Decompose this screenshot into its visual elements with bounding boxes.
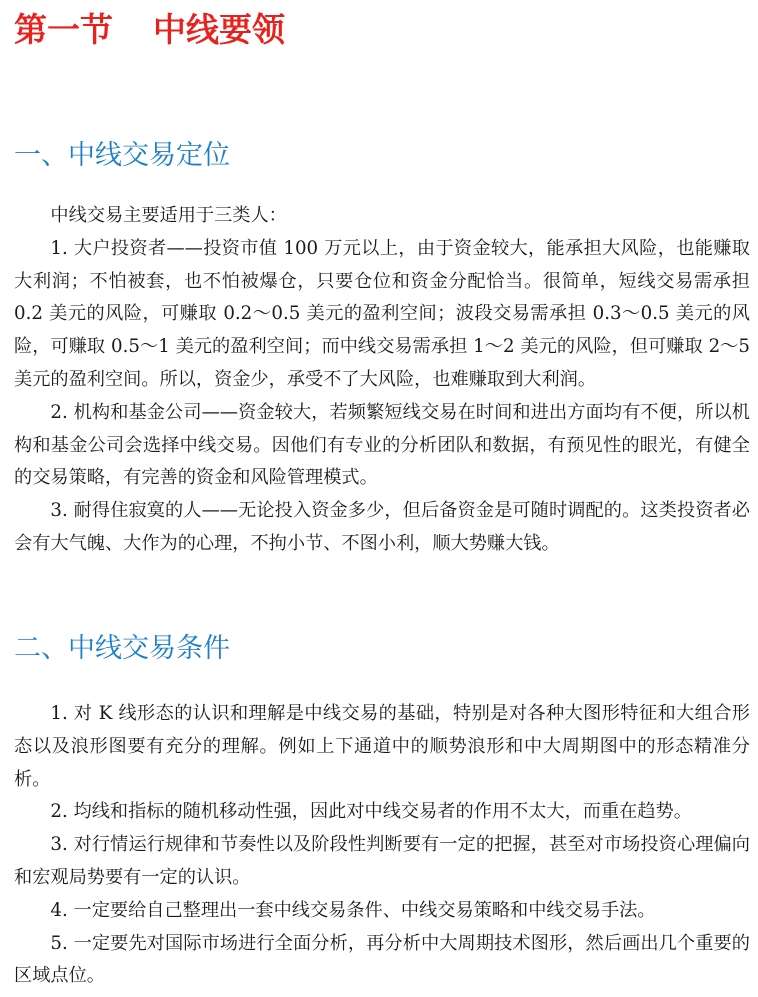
paragraph-condition-2: 2. 均线和指标的随机移动性强，因此对中线交易者的作用不太大，而重在趋势。 — [50, 801, 692, 823]
paragraph-patient-traders: 3. 耐得住寂寞的人——无论投入资金多少，但后备资金是可随时调配的。这类投资者必会有大气魄、大作为的心理，不拘小节、不图小利，顺大势赚大钱。 — [14, 500, 750, 554]
paragraph-condition-1: 1. 对 K 线形态的认识和理解是中线交易的基础，特别是对各种大图形特征和大组合形态以及浪形图要有充分的理解。例如上下通道中的顺势浪形和中大周期图中的形态精准分析。 — [14, 703, 750, 790]
paragraph-condition-5: 5. 一定要先对国际市场进行全面分析，再分析中大周期技术图形，然后画出几个重要的区域点位。 — [14, 932, 750, 987]
chapter-name: 中线要领 — [153, 10, 285, 49]
section-body-conditions — [14, 698, 750, 993]
section-body-positioning — [14, 200, 750, 561]
chapter-number: 第一节 — [14, 10, 113, 49]
chapter-title — [14, 8, 285, 52]
section-heading-positioning: 一、中线交易定位 — [14, 140, 230, 171]
paragraph-institutions: 2. 机构和基金公司——资金较大，若频繁短线交易在时间和进出方面均有不便，所以机构和基金公司会选择中线交易。因他们有专业的分析团队和数据，有预见性的眼光，有健全的交易策略，有完善的资金和风险管理模式。 — [14, 401, 750, 489]
paragraph-condition-4: 4. 一定要给自己整理出一套中线交易条件、中线交易策略和中线交易手法。 — [50, 899, 656, 921]
paragraph-condition-3: 3. 对行情运行规律和节奏性以及阶段性判断要有一定的把握，甚至对市场投资心理偏向和宏观局势要有一定的认识。 — [14, 834, 750, 888]
paragraph-intro: 中线交易主要适用于三类人： — [50, 205, 287, 226]
section-heading-conditions: 二、中线交易条件 — [14, 633, 230, 664]
paragraph-large-investors: 1. 大户投资者——投资市值 100 万元以上，由于资金较大，能承担大风险，也能赚取大利润；不怕被套，也不怕被爆仓，只要仓位和资金分配恰当。很简单，短线交易需承担 0.2 美元的风险，可赚取 0.2～0.5 美元的盈利空间；波段交易需承担 0.3～0.5 美元的风险，可赚取 0.5～1 美元的盈利空间；而中线交易需承担 1～2 美元的风险，但可赚取 2～5 美元的盈利空间。所以，资金少，承受不了大风险，也难赚取到大利润。 — [14, 237, 750, 390]
